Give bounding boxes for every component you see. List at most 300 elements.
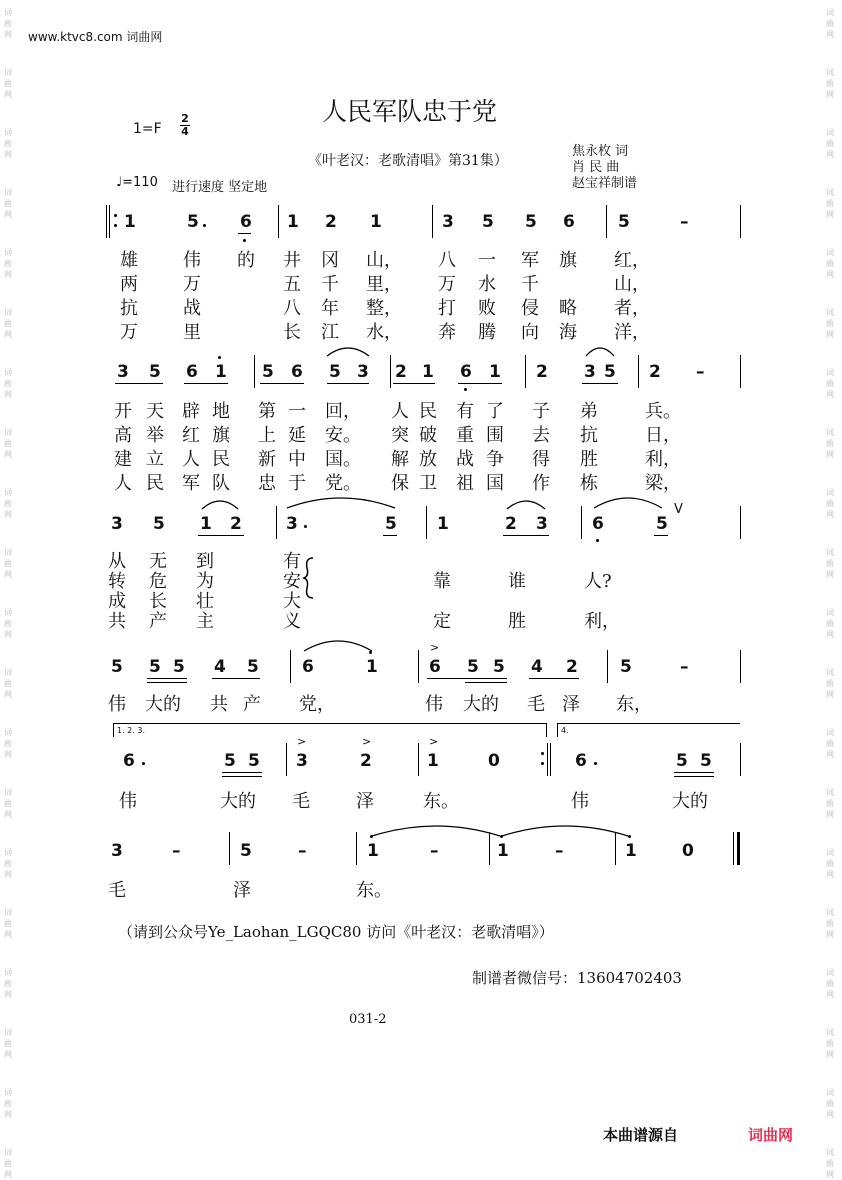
note: 1 (625, 841, 637, 861)
watermark-char: 词 (4, 848, 12, 857)
watermark-char: 词 (4, 668, 12, 677)
watermark-char: 曲 (4, 619, 12, 628)
watermark-char: 网 (826, 150, 834, 159)
lyric: 日， (645, 425, 681, 446)
augmentation-dot (203, 224, 206, 227)
watermark-char: 曲 (826, 559, 834, 568)
lyric: 安。 (325, 425, 361, 446)
note: 6 (563, 212, 575, 232)
lyric: 长 (149, 591, 167, 612)
watermark-char: 曲 (826, 1159, 834, 1168)
watermark-char: 词 (826, 548, 834, 557)
lyric: 国 (486, 473, 504, 494)
lyric: 利， (584, 611, 620, 632)
lyric: 突 (391, 425, 409, 446)
watermark-char: 网 (4, 870, 12, 879)
watermark-char: 词 (4, 548, 12, 557)
right-watermark-strip (822, 0, 840, 1179)
watermark-char: 曲 (826, 319, 834, 328)
lyric: 有 (283, 551, 301, 572)
eighth-underline (458, 383, 502, 384)
watermark-char: 网 (826, 1050, 834, 1059)
note: 5 (149, 362, 161, 382)
lyric: 万 (438, 274, 456, 295)
note: 3 (536, 514, 548, 534)
augmentation-dot (594, 762, 597, 765)
note: 5 (700, 751, 712, 771)
lyric: 党。 (325, 473, 361, 494)
tie (370, 822, 502, 838)
note: 5 (385, 514, 397, 534)
barline (109, 205, 110, 238)
lyric: 洋， (614, 322, 650, 343)
lyric: 共 (210, 694, 228, 715)
note: 1 (215, 362, 227, 382)
note: 1 (124, 212, 136, 232)
barline (740, 355, 741, 388)
watermark-char: 词 (826, 128, 834, 137)
watermark-char: 网 (4, 1050, 12, 1059)
note: 4 (214, 657, 226, 677)
breath-mark: V (674, 502, 683, 517)
lyric: 一 (288, 401, 306, 422)
watermark-char: 网 (4, 90, 12, 99)
slur (285, 494, 397, 510)
lyric: 东。 (356, 880, 392, 901)
lyric: 里， (366, 274, 402, 295)
watermark-char: 词 (826, 308, 834, 317)
lyric: 人? (584, 571, 612, 592)
watermark-char: 词 (4, 968, 12, 977)
lyric: 毛 (292, 791, 310, 812)
lyric: 新 (258, 449, 276, 470)
lyric: 共 (108, 611, 126, 632)
tempo-mark: ♩=110 (116, 175, 158, 190)
note: 4 (531, 657, 543, 677)
barline (254, 355, 255, 388)
credit-composer: 肖 民 曲 (572, 160, 620, 175)
watermark-char: 曲 (826, 79, 834, 88)
lyric: 卫 (419, 473, 437, 494)
note: 5 (224, 751, 236, 771)
barline (581, 506, 582, 539)
watermark-char: 网 (4, 750, 12, 759)
lyric: 子 (532, 401, 550, 422)
lyric: 万 (120, 322, 138, 343)
source-label: 本曲谱源自 (603, 1126, 679, 1144)
lyric: 高 (114, 425, 132, 446)
note: 6 (291, 362, 303, 382)
watermark-char: 词 (826, 1028, 834, 1037)
watermark-char: 网 (826, 510, 834, 519)
lyric: 战 (456, 449, 474, 470)
lyric: 旗 (212, 425, 230, 446)
watermark-char: 曲 (826, 199, 834, 208)
watermark-char: 曲 (826, 439, 834, 448)
lyric: 略 (559, 298, 577, 319)
final-barline-thick (737, 832, 740, 865)
watermark-char: 词 (4, 428, 12, 437)
lyric: 军 (521, 250, 539, 271)
header-url[interactable]: www.ktvc8.com 词曲网 (28, 30, 163, 44)
watermark-char: 网 (4, 390, 12, 399)
watermark-char: 网 (826, 90, 834, 99)
eighth-underline (222, 772, 262, 773)
lyric: 大 (283, 591, 301, 612)
eighth-underline (383, 535, 397, 536)
lyric: 抗 (580, 425, 598, 446)
lyric: 千 (321, 274, 339, 295)
lyric: 水， (366, 322, 402, 343)
watermark-char: 词 (826, 668, 834, 677)
left-watermark-strip (0, 0, 18, 1179)
barline (390, 355, 391, 388)
watermark-char: 网 (4, 630, 12, 639)
watermark-char: 词 (826, 908, 834, 917)
watermark-char: 词 (4, 788, 12, 797)
tie (500, 822, 630, 838)
eighth-underline (147, 678, 187, 679)
credit-arranger: 赵宝祥制谱 (572, 176, 638, 191)
lyric: 从 (108, 551, 126, 572)
lyric: 伟 (183, 250, 201, 271)
watermark-char: 网 (4, 1170, 12, 1179)
lyric: 的 (237, 250, 255, 271)
brace (303, 556, 317, 600)
lyric: 定 (433, 611, 451, 632)
note: 1 (437, 514, 449, 534)
lyric: 建 (114, 449, 132, 470)
lyric: 中 (288, 449, 306, 470)
lyric: 忠 (258, 473, 276, 494)
note: 1 (497, 841, 509, 861)
sixteenth-underline (222, 776, 262, 777)
barline (607, 650, 608, 683)
note: 3 (296, 751, 308, 771)
watermark-char: 网 (826, 270, 834, 279)
watermark-char: 词 (826, 248, 834, 257)
note: 3 (584, 362, 596, 382)
barline (106, 205, 107, 238)
watermark-char: 网 (4, 510, 12, 519)
note: 2 (360, 751, 372, 771)
barline (278, 205, 279, 238)
eighth-underline (427, 678, 507, 679)
lower-octave-dot (596, 539, 599, 542)
watermark-char: 词 (826, 608, 834, 617)
watermark-char: 词 (4, 728, 12, 737)
watermark-char: 词 (826, 848, 834, 857)
barline (740, 506, 741, 539)
accent-mark: > (430, 641, 440, 654)
watermark-char: 词 (826, 188, 834, 197)
barline (638, 355, 639, 388)
note: 6 (186, 362, 198, 382)
lyric: 打 (438, 298, 456, 319)
watermark-char: 词 (826, 728, 834, 737)
lyric: 破 (419, 425, 437, 446)
note: 1 (200, 514, 212, 534)
watermark-char: 曲 (826, 739, 834, 748)
note: 3 (286, 514, 298, 534)
watermark-char: 曲 (4, 739, 12, 748)
lyric: 长 (283, 322, 301, 343)
eighth-underline (212, 678, 260, 679)
lyric: 放 (419, 449, 437, 470)
watermark-char: 词 (4, 248, 12, 257)
watermark-char: 词 (4, 308, 12, 317)
watermark-char: 词 (4, 368, 12, 377)
volta-bracket (557, 723, 740, 724)
lyric: 胜 (508, 611, 526, 632)
note: 5 (482, 212, 494, 232)
lyric: 于 (288, 473, 306, 494)
eighth-underline (582, 383, 618, 384)
note-dash: – (680, 212, 689, 232)
watermark-char: 曲 (826, 19, 834, 28)
watermark-char: 词 (4, 1088, 12, 1097)
watermark-char: 曲 (4, 139, 12, 148)
lyric: 兵。 (645, 401, 681, 422)
watermark-char: 词 (826, 788, 834, 797)
lyric: 红， (614, 250, 650, 271)
barline (276, 506, 277, 539)
watermark-char: 网 (4, 570, 12, 579)
watermark-char: 网 (826, 930, 834, 939)
lyric: 争 (486, 449, 504, 470)
upper-octave-dot (369, 651, 372, 654)
watermark-char: 曲 (4, 679, 12, 688)
note: 2 (649, 362, 661, 382)
upper-octave-dot (628, 835, 631, 838)
lyric: 得 (532, 449, 550, 470)
lyric: 产 (243, 694, 261, 715)
lyric: 败 (478, 298, 496, 319)
note: 1 (422, 362, 434, 382)
lyric: 腾 (478, 322, 496, 343)
eighth-underline (674, 772, 714, 773)
slur (592, 494, 664, 510)
note: 5 (618, 212, 630, 232)
watermark-char: 曲 (826, 499, 834, 508)
sixteenth-underline (465, 682, 507, 683)
lyric: 梁， (645, 473, 681, 494)
lyric: 人 (182, 449, 200, 470)
key-signature: 1=F (133, 121, 162, 137)
lyric: 千 (521, 274, 539, 295)
note: 1 (370, 212, 382, 232)
barline (432, 205, 433, 238)
note: 6 (123, 751, 135, 771)
barline (740, 650, 741, 683)
lyric: 井 (283, 250, 301, 271)
watermark-char: 词 (826, 368, 834, 377)
watermark-char: 曲 (4, 919, 12, 928)
note: 5 (247, 657, 259, 677)
lyric: 围 (486, 425, 504, 446)
wechat-contact: 制谱者微信号：13604702403 (472, 969, 682, 987)
lyric: 大的 (463, 694, 499, 715)
note: 3 (117, 362, 129, 382)
watermark-char: 曲 (4, 19, 12, 28)
eighth-underline (393, 383, 435, 384)
note: 5 (262, 362, 274, 382)
lyric: 无 (149, 551, 167, 572)
barline (290, 650, 291, 683)
note: 5 (467, 657, 479, 677)
lyric: 解 (391, 449, 409, 470)
watermark-char: 曲 (4, 859, 12, 868)
lyric: 人 (391, 401, 409, 422)
barline (418, 650, 419, 683)
watermark-char: 网 (4, 330, 12, 339)
note: 2 (230, 514, 242, 534)
lyric: 重 (456, 425, 474, 446)
lyric: 大的 (672, 791, 708, 812)
lyric: 伟 (108, 694, 126, 715)
barline (418, 743, 419, 776)
eighth-underline (654, 535, 668, 536)
watermark-char: 词 (826, 68, 834, 77)
note-dash: – (172, 841, 181, 861)
lyric: 上 (258, 425, 276, 446)
slur (200, 497, 240, 511)
lyric: 山， (614, 274, 650, 295)
watermark-char: 词 (4, 608, 12, 617)
note: 1 (489, 362, 501, 382)
barline (525, 355, 526, 388)
footer-note: （请到公众号Ye_Laohan_LGQC80 访问《叶老汉：老歌清唱》） (118, 923, 554, 941)
watermark-char: 词 (826, 968, 834, 977)
repeat-dot (114, 214, 117, 217)
note-dash: – (696, 362, 705, 382)
watermark-char: 词 (4, 1028, 12, 1037)
lyric: 五 (283, 274, 301, 295)
volta-bracket-edge (557, 723, 558, 737)
watermark-char: 曲 (4, 199, 12, 208)
lyric: 了 (486, 401, 504, 422)
eighth-underline (115, 383, 163, 384)
note: 5 (656, 514, 668, 534)
lyric: 到 (196, 551, 214, 572)
note: 3 (357, 362, 369, 382)
lyric: 泽 (356, 791, 374, 812)
watermark-char: 曲 (4, 79, 12, 88)
watermark-char: 曲 (4, 1039, 12, 1048)
lyric: 祖 (456, 473, 474, 494)
note: 2 (566, 657, 578, 677)
lyric: 人 (114, 473, 132, 494)
note: 5 (187, 212, 199, 232)
upper-octave-dot (370, 835, 373, 838)
lyric: 为 (196, 571, 214, 592)
eighth-underline (327, 383, 369, 384)
lyric: 天 (146, 401, 164, 422)
volta-bracket (113, 723, 547, 724)
note: 0 (682, 841, 694, 861)
watermark-char: 网 (4, 690, 12, 699)
note: 2 (505, 514, 517, 534)
time-signature-top: 2 (181, 112, 189, 125)
eighth-underline (238, 233, 251, 234)
lyric: 泽 (562, 694, 580, 715)
source-brand-link[interactable]: 词曲网 (748, 1126, 794, 1144)
lyric: 伟 (571, 791, 589, 812)
barline (740, 205, 741, 238)
volta-bracket-edge (113, 723, 114, 737)
lyric: 谁 (508, 571, 526, 592)
lyric: 民 (212, 449, 230, 470)
watermark-char: 曲 (4, 379, 12, 388)
watermark-char: 词 (4, 1148, 12, 1157)
watermark-char: 词 (826, 1148, 834, 1157)
accent-mark: > (362, 735, 372, 748)
watermark-char: 曲 (826, 619, 834, 628)
note: 6 (240, 212, 252, 232)
page-number: 031-2 (349, 1012, 387, 1027)
watermark-char: 曲 (826, 679, 834, 688)
note: 0 (488, 751, 500, 771)
lyric: 栋 (580, 473, 598, 494)
watermark-char: 词 (4, 128, 12, 137)
watermark-char: 网 (826, 630, 834, 639)
barline (740, 743, 741, 776)
note: 5 (676, 751, 688, 771)
watermark-char: 网 (826, 30, 834, 39)
note-dash: – (430, 841, 439, 861)
barline (489, 832, 490, 865)
accent-mark: > (429, 735, 439, 748)
watermark-char: 曲 (826, 799, 834, 808)
time-signature (180, 113, 190, 138)
watermark-char: 曲 (826, 259, 834, 268)
lyric: 利， (645, 449, 681, 470)
barline (286, 743, 287, 776)
barline (550, 743, 551, 776)
watermark-char: 曲 (4, 259, 12, 268)
page-title: 人民军队忠于党 (322, 97, 498, 126)
lyric: 伟 (119, 791, 137, 812)
lyric: 转 (108, 571, 126, 592)
watermark-char: 曲 (826, 979, 834, 988)
watermark-char: 网 (4, 810, 12, 819)
lyric: 队 (212, 473, 230, 494)
lyric: 举 (146, 425, 164, 446)
lyric: 作 (532, 473, 550, 494)
watermark-char: 网 (4, 930, 12, 939)
lyric: 两 (120, 274, 138, 295)
note: 3 (442, 212, 454, 232)
watermark-char: 网 (826, 870, 834, 879)
watermark-char: 曲 (826, 139, 834, 148)
watermark-char: 网 (826, 450, 834, 459)
note: 5 (604, 362, 616, 382)
note: 5 (329, 362, 341, 382)
barline (229, 832, 230, 865)
watermark-char: 曲 (826, 859, 834, 868)
watermark-char: 曲 (826, 379, 834, 388)
watermark-char: 词 (826, 8, 834, 17)
lyric: 有 (456, 401, 474, 422)
note: 2 (395, 362, 407, 382)
eighth-underline (198, 535, 244, 536)
watermark-char: 网 (826, 570, 834, 579)
lyric: 开 (114, 401, 132, 422)
lyric: 旗 (559, 250, 577, 271)
watermark-char: 曲 (4, 319, 12, 328)
watermark-char: 曲 (826, 1099, 834, 1108)
lyric: 危 (149, 571, 167, 592)
